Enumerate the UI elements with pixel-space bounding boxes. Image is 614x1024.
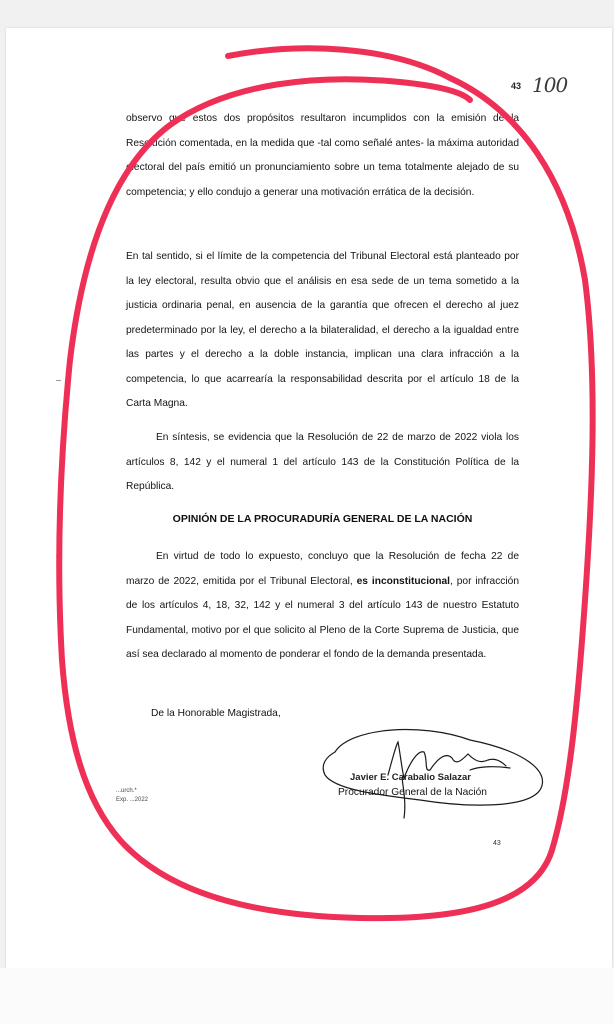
closing-salutation: De la Honorable Magistrada, [151,708,281,719]
file-reference-line-1: ...urch.* [116,788,137,794]
handwritten-page-number: 100 [532,73,568,97]
file-reference-line-2: Exp. ...2022 [116,797,149,803]
page-number-bottom: 43 [493,840,501,847]
red-circle-annotation-icon [59,48,592,918]
paragraph-4-text-end: , por infracción de los artículos 4, 18, 32, 142 y el numeral 3 del artículo 143 de nuestro Estatuto Fundamental, motivo por el que solicito al Pleno de la Corte Suprema de Justicia, que así sea declarado al momento de ponderar el fondo de la demanda presentada. [126,575,519,660]
paragraph-2: En tal sentido, si el límite de la competencia del Tribunal Electoral está planteado por la ley electoral, resulta obvio que el análisis en esa sede de un tema sometido a la justicia ordinaria penal, en ausencia de la garantía que ofrecen el derecho al juez predeterminado por la ley, el derecho a la bilateralidad, el derecho a la igualdad entre las partes y el derecho a la doble instancia, implican una clara infracción a la competencia, lo que acarrearía la responsabilidad descrita por el artículo 18 de la Carta Magna. [126,251,519,409]
paragraph-3: En síntesis, se evidencia que la Resolución de 22 de marzo de 2022 viola los artículos 8, 142 y el numeral 1 del artículo 143 de la Constitución Política de la República. [126,432,519,492]
page-number-top: 43 [511,81,522,91]
paragraph-4-text-start: En virtud de todo lo expuesto, concluyo que la Resolución de fecha 22 de marzo de 2022, emitida por el Tribunal Electoral, [126,551,519,587]
paragraph-4-bold-text: es inconstitucional [356,575,450,587]
paragraph-1: observo que estos dos propósitos resultaron incumplidos con la emisión de la Resolución comentada, en la medida que -tal como señalé antes- la máxima autoridad electoral del país emitió un pronunciamiento sobre un tema totalmente alejado de su competencia; y ello condujo a generar una motivación errática de la decisión. [126,113,519,198]
signer-name: Javier E. Carabalio Salazar [350,772,471,783]
section-heading: OPINIÓN DE LA PROCURADURÍA GENERAL DE LA NACIÓN [172,513,473,525]
signer-title: Procurador General de la Nación [338,787,487,798]
